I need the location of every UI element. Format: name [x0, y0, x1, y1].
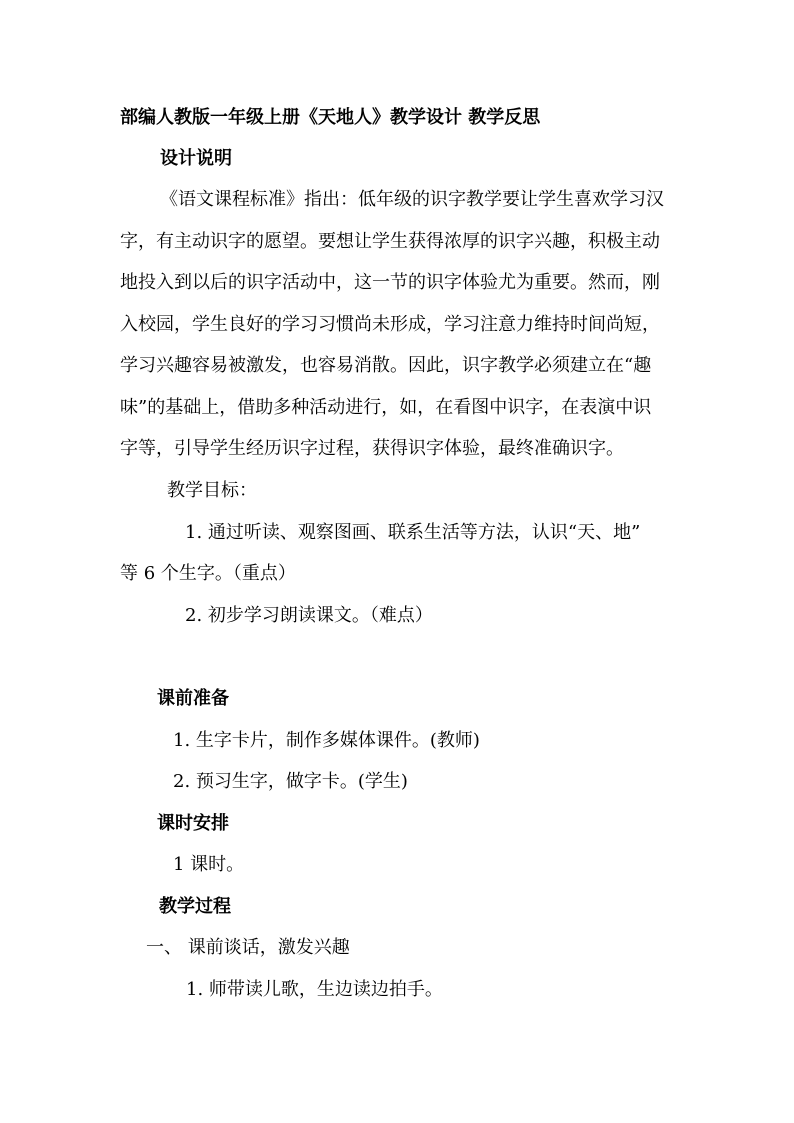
- design-notes-line-7: 字等，引导学生经历识字过程，获得识字体验，最终准确识字。: [120, 438, 624, 459]
- design-notes-line-5: 学习兴趣容易被激发，也容易消散。因此，识字教学必须建立在“趣: [120, 355, 652, 376]
- preparation-heading: 课前准备: [157, 688, 229, 709]
- schedule-heading: 课时安排: [157, 813, 229, 834]
- design-notes-line-2: 字，有主动识字的愿望。要想让学生获得浓厚的识字兴趣，积极主动: [120, 231, 660, 252]
- process-step-1-item-1: 1. 师带读儿歌，生边读边拍手。: [186, 979, 443, 1000]
- document-title: 部编人教版一年级上册《天地人》教学设计 教学反思: [120, 107, 541, 128]
- preparation-item-1: 1. 生字卡片，制作多媒体课件。(教师): [173, 730, 480, 751]
- design-notes-line-3: 地投入到以后的识字活动中，这一节的识字体验尤为重要。然而，刚: [120, 272, 660, 293]
- schedule-text: 1 课时。: [173, 854, 245, 875]
- goal-item-2: 2. 初步学习朗读课文。（难点）: [185, 605, 433, 626]
- design-notes-line-1: 《语文课程标准》指出：低年级的识字教学要让学生喜欢学习汉: [160, 189, 664, 210]
- process-step-1: 一、 课前谈话，激发兴趣: [146, 937, 350, 958]
- goals-heading: 教学目标：: [167, 480, 257, 501]
- design-notes-line-6: 味”的基础上，借助多种活动进行，如，在看图中识字，在表演中识: [120, 397, 652, 418]
- preparation-item-2: 2. 预习生字，做字卡。(学生): [173, 771, 408, 792]
- design-notes-line-4: 入校园，学生良好的学习习惯尚未形成，学习注意力维持时间尚短，: [120, 314, 660, 335]
- goal-item-1-line-1: 1. 通过听读、观察图画、联系生活等方法，认识“天、地”: [185, 522, 641, 543]
- design-notes-heading: 设计说明: [160, 148, 232, 169]
- goal-item-1-line-2: 等 6 个生字。（重点）: [120, 563, 296, 584]
- process-heading: 教学过程: [159, 896, 231, 917]
